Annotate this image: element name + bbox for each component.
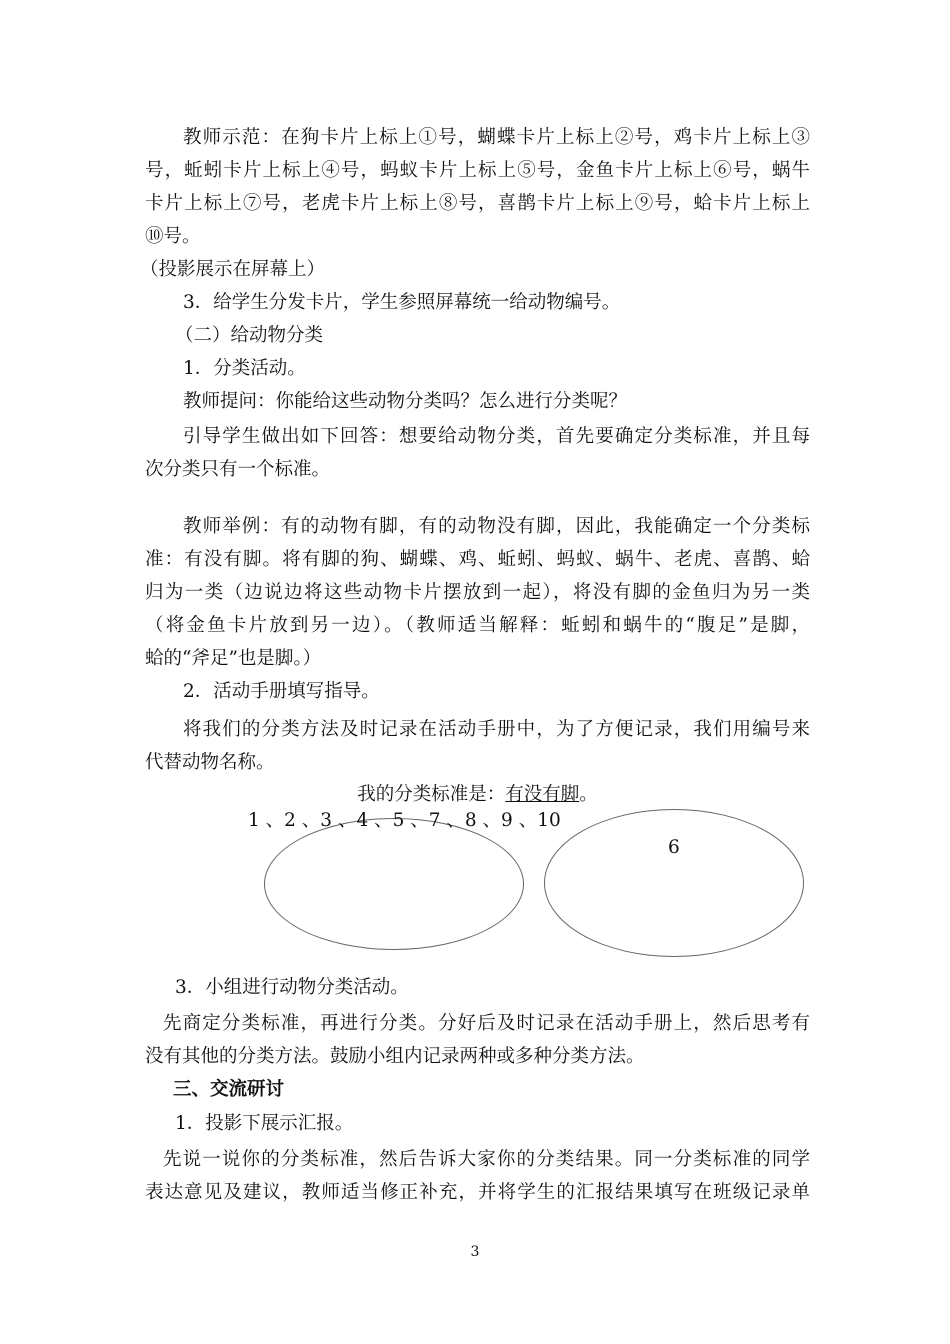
paragraph-line: 2．活动手册填写指导。 [183, 681, 380, 702]
standard-value: 有没有脚 [505, 784, 580, 805]
paragraph-line: 准：有没有脚。将有脚的狗、蝴蝶、鸡、蚯蚓、蚂蚁、蜗牛、老虎、喜鹊、蛤 [145, 549, 810, 570]
paragraph-line: （将金鱼卡片放到另一边）。（教师适当解释：蚯蚓和蜗牛的“腹足”是脚， [145, 615, 810, 636]
paragraph-line: 没有其他的分类方法。鼓励小组内记录两种或多种分类方法。 [145, 1046, 645, 1067]
section-heading: 三、交流研讨 [173, 1079, 285, 1100]
classification-standard [145, 777, 810, 813]
paragraph-line: 3．给学生分发卡片，学生参照屏幕统一给动物编号。 [183, 292, 621, 313]
paragraph-line: 教师示范：在狗卡片上标上①号，蝴蝶卡片上标上②号，鸡卡片上标上③ [183, 127, 810, 148]
paragraph-line: 次分类只有一个标准。 [145, 459, 331, 480]
paragraph-line: 教师提问：你能给这些动物分类吗？怎么进行分类呢？ [183, 391, 628, 412]
paragraph-line: （投影展示在屏幕上） [140, 259, 326, 280]
paragraph-line: 蛤的“斧足”也是脚。） [145, 648, 322, 669]
right-set-ellipse [544, 809, 804, 957]
section-heading: （二）给动物分类 [175, 325, 324, 346]
paragraph-line: 先说一说你的分类标准，然后告诉大家你的分类结果。同一分类标准的同学 [163, 1149, 810, 1170]
left-set-label: 1 、2 、3 、4 、5 、7 、8 、9 、10 [248, 810, 561, 831]
right-set-label: 6 [668, 837, 680, 858]
paragraph-line: 3．小组进行动物分类活动。 [175, 977, 409, 998]
paragraph-line: 先商定分类标准，再进行分类。分好后及时记录在活动手册上，然后思考有 [163, 1013, 810, 1034]
standard-prefix: 我的分类标准是： [357, 784, 506, 805]
standard-suffix: 。 [579, 784, 598, 805]
paragraph-line: 1．投影下展示汇报。 [175, 1113, 354, 1134]
paragraph-line: 将我们的分类方法及时记录在活动手册中，为了方便记录，我们用编号来 [183, 719, 810, 740]
paragraph-line: 教师举例：有的动物有脚，有的动物没有脚，因此，我能确定一个分类标 [183, 516, 810, 537]
paragraph-line: 号，蚯蚓卡片上标上④号，蚂蚁卡片上标上⑤号，金鱼卡片上标上⑥号，蜗牛 [145, 160, 810, 181]
paragraph-line: 归为一类（边说边将这些动物卡片摆放到一起），将没有脚的金鱼归为另一类 [145, 582, 810, 603]
paragraph-line: 1．分类活动。 [183, 358, 306, 379]
paragraph-line: 引导学生做出如下回答：想要给动物分类，首先要确定分类标准，并且每 [183, 426, 810, 447]
paragraph-line: 表达意见及建议，教师适当修正补充，并将学生的汇报结果填写在班级记录单 [145, 1182, 810, 1203]
page-number: 3 [470, 1244, 480, 1260]
paragraph-line: ⑩号。 [145, 226, 201, 247]
paragraph-line: 代替动物名称。 [145, 752, 275, 773]
paragraph-line: 卡片上标上⑦号，老虎卡片上标上⑧号，喜鹊卡片上标上⑨号，蛤卡片上标上 [145, 193, 810, 214]
left-set-ellipse [264, 818, 524, 950]
